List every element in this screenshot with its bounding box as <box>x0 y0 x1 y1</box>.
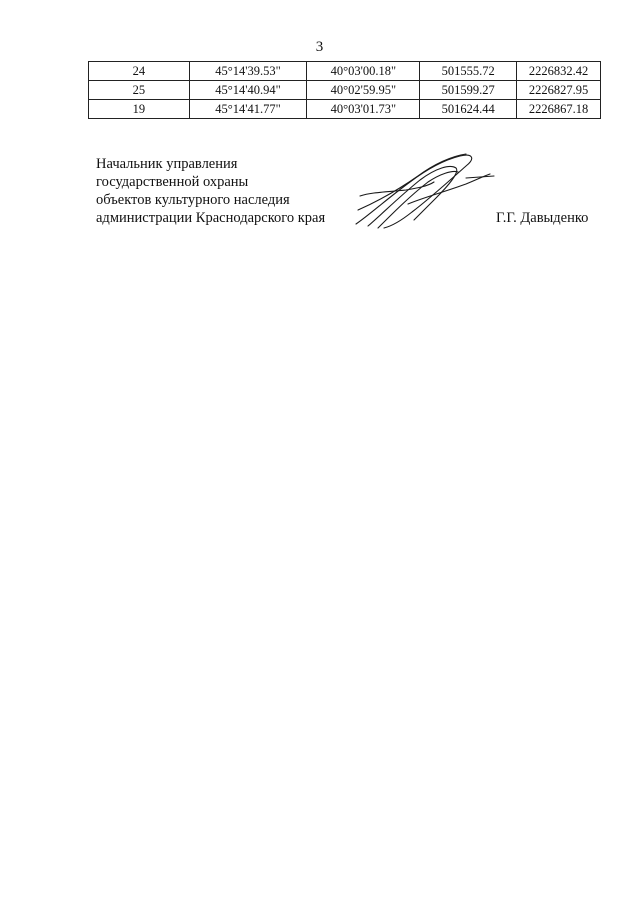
y-coordinate-cell: 2226827.95 <box>517 81 601 100</box>
y-coordinate-cell: 2226867.18 <box>517 100 601 119</box>
handwritten-signature <box>348 146 498 236</box>
table-row <box>89 100 601 119</box>
table-row <box>89 62 601 81</box>
y-coordinate-cell: 2226832.42 <box>517 62 601 81</box>
latitude-cell: 45°14'39.53" <box>189 62 307 81</box>
longitude-cell: 40°03'01.73" <box>307 100 420 119</box>
signatory-title-line: Начальник управления <box>96 156 238 172</box>
point-number-cell: 25 <box>89 81 190 100</box>
coordinates-table <box>88 61 601 119</box>
x-coordinate-cell: 501599.27 <box>420 81 517 100</box>
latitude-cell: 45°14'40.94" <box>189 81 307 100</box>
page-number: 3 <box>315 39 324 55</box>
signatory-title-line: администрации Краснодарского края <box>96 210 326 226</box>
x-coordinate-cell: 501555.72 <box>420 62 517 81</box>
x-coordinate-cell: 501624.44 <box>420 100 517 119</box>
latitude-cell: 45°14'41.77" <box>189 100 307 119</box>
longitude-cell: 40°03'00.18" <box>307 62 420 81</box>
signatory-title-line: государственной охраны <box>96 174 249 190</box>
signatory-name: Г.Г. Давыденко <box>496 210 589 226</box>
table-row <box>89 81 601 100</box>
longitude-cell: 40°02'59.95" <box>307 81 420 100</box>
point-number-cell: 19 <box>89 100 190 119</box>
signatory-title <box>96 155 325 227</box>
signatory-title-line: объектов культурного наследия <box>96 192 290 208</box>
point-number-cell: 24 <box>89 62 190 81</box>
